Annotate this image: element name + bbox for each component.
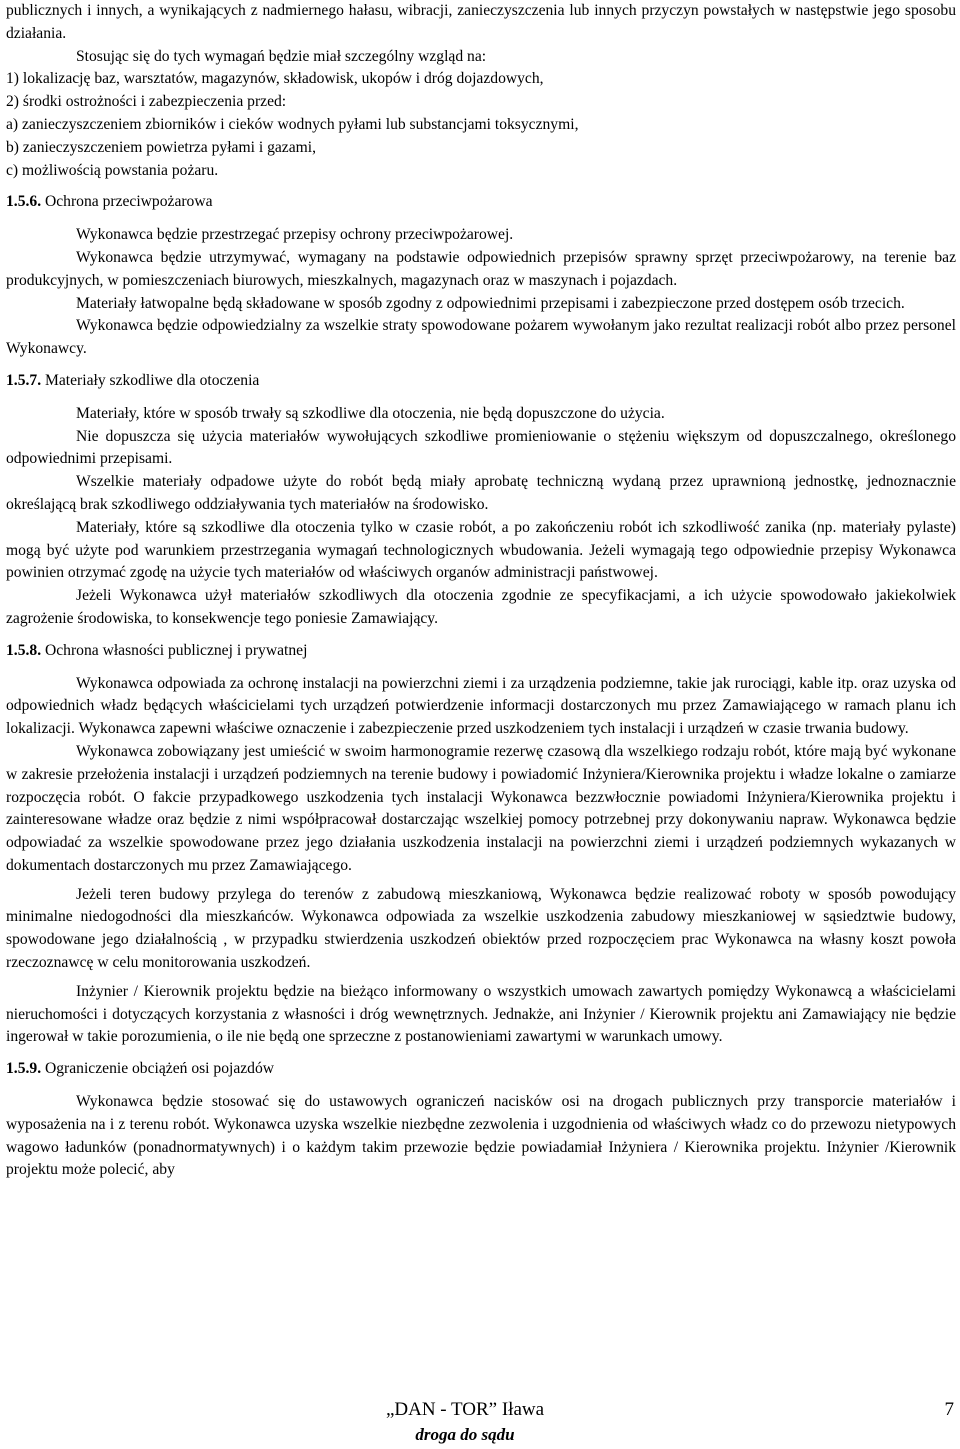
list-item: c) możliwością powstania pożaru. — [6, 161, 219, 179]
paragraph: Wykonawca odpowiada za ochronę instalacji na powierzchni ziemi i za urządzenia podziemne, takie jak rurociągi, kable itp. oraz uzyska od odpowiednich władz będących właścicielami tych urządzeń potwierdzenie informacji dostarczonych mu przez Zamawiającego w ramach planu ich lokalizacji. Wykonawca zapewni właściwe oznaczenie i zabezpieczenie przed uszkodzeniem tych instalacji i urządzeń w czasie trwania budowy. — [6, 674, 956, 738]
paragraph: Stosując się do tych wymagań będzie miał szczególny wzgląd na: — [76, 47, 487, 65]
paragraph: Materiały, które w sposób trwały są szkodliwe dla otoczenia, nie będą dopuszczone do użycia. — [76, 404, 665, 422]
section-title: Materiały szkodliwe dla otoczenia — [45, 371, 260, 389]
footer-project: droga do sądu — [415, 1425, 515, 1444]
list-item: 1) lokalizację baz, warsztatów, magazynów, składowisk, ukopów i dróg dojazdowych, — [6, 70, 544, 88]
paragraph: Wszelkie materiały odpadowe użyte do robót będą miały aprobatę techniczną wydaną przez uprawnioną jednostkę, jednoznacznie określającą brak szkodliwego oddziaływania tych materiałów na środowisko. — [6, 473, 956, 513]
paragraph: Inżynier / Kierownik projektu będzie na bieżąco informowany o wszystkich umowach zawartych pomiędzy Wykonawcą a właścicielami nieruchomości i dotyczących korzystania z własności i dróg wewnętrznych. Jednakże, ani Inżynier / Kierownik projektu ani Zamawiający nie będzie ingerował w takie porozumienia, o ile nie będą one sprzeczne z postanowieniami zawartymi w warunkach umowy. — [6, 982, 956, 1046]
section-heading-1-5-6 — [6, 191, 956, 214]
paragraph: Materiały, które są szkodliwe dla otoczenia tylko w czasie robót, a po zakończeniu robót ich szkodliwość zanika (np. materiały pylaste) mogą być użyte pod warunkiem przestrzegania wymagań technologicznych wbudowania. Jeżeli wymagają tego odpowiednie przepisy Wykonawca powinien otrzymać zgodę na użycie tych materiałów od właściwych organów administracji państwowej. — [6, 518, 956, 582]
section-number: 1.5.9. — [6, 1060, 42, 1078]
section-heading-1-5-7 — [6, 370, 956, 393]
paragraph: Jeżeli Wykonawca użył materiałów szkodliwych dla otoczenia zgodnie ze specyfikacjami, a ich użycie spowodowało jakiekolwiek zagrożenie środowiska, to konsekwencje tego poniesie Zamawiający. — [6, 587, 956, 627]
paragraph: publicznych i innych, a wynikających z nadmiernego hałasu, wibracji, zanieczyszczenia lub innych przyczyn powstałych w następstwie jego sposobu działania. — [6, 2, 956, 42]
section-number: 1.5.6. — [6, 193, 42, 211]
page-number: 7 — [944, 1399, 954, 1420]
list-item: b) zanieczyszczeniem powietrza pyłami i gazami, — [6, 138, 316, 156]
section-title: Ograniczenie obciążeń osi pojazdów — [45, 1060, 275, 1078]
page-footer — [0, 1398, 960, 1448]
paragraph: Wykonawca będzie przestrzegać przepisy ochrony przeciwpożarowej. — [76, 226, 514, 244]
paragraph: Wykonawca będzie stosować się do ustawowych ograniczeń nacisków osi na drogach publicznych przy transporcie materiałów i wyposażenia na i z terenu robót. Wykonawca uzyska wszelkie niezbędne zezwolenia i uzgodnienia od właściwych władz co do przewozu nietypowych wagowo ładunków (ponadnormatywnych) i o każdym takim przewozie będzie powiadamiał Inżyniera / Kierownika projektu. Inżynier /Kierownik projektu może polecić, aby — [6, 1093, 956, 1179]
paragraph: Jeżeli teren budowy przylega do terenów z zabudową mieszkaniową, Wykonawca będzie realizować roboty w sposób powodujący minimalne niedogodności dla mieszkańców. Wykonawca odpowiada za wszelkie uszkodzenia zabudowy mieszkaniowej w sąsiedztwie budowy, spowodowane jego działalnością , w przypadku stwierdzenia uszkodzeń obiektów przed rozpoczęciem prac Wykonawca na własny koszt powoła rzeczoznawcę w celu monitorowania uszkodzeń. — [6, 885, 956, 972]
paragraph: Wykonawca zobowiązany jest umieścić w swoim harmonogramie rezerwę czasową dla wszelkiego rodzaju robót, które mają być wykonane w zakresie przełożenia instalacji i urządzeń podziemnych na terenie budowy i powiadomić Inżyniera/Kierownika projektu i władze lokalne o zamiarze rozpoczęcia robót. O fakcie przypadkowego uszkodzenia tych instalacji Wykonawca bezzwłocznie powiadomi Inżyniera/Kierownika projektu i zainteresowane władze oraz będzie z nimi współpracował dostarczając wszelkiej pomocy potrzebnej przy dokonywaniu napraw. Wykonawca będzie odpowiadać za wszelkie spowodowane przez jego działania uszkodzenia instalacji na powierzchni ziemi i urządzeń podziemnych wykazanych w dokumentach dostarczonych mu przez Zamawiającego. — [6, 742, 956, 874]
paragraph: Nie dopuszcza się użycia materiałów wywołujących szkodliwe promieniowanie o stężeniu większym od dopuszczalnego, określonego odpowiednimi przepisami. — [6, 427, 956, 468]
paragraph: Materiały łatwopalne będą składowane w sposób zgodny z odpowiednimi przepisami i zabezpieczone przed dostępem osób trzecich. — [76, 294, 905, 312]
section-heading-1-5-8 — [6, 640, 956, 663]
section-number: 1.5.8. — [6, 641, 42, 659]
section-number: 1.5.7. — [6, 371, 42, 389]
list-item: a) zanieczyszczeniem zbiorników i cieków wodnych pyłami lub substancjami toksycznymi, — [6, 115, 579, 133]
section-heading-1-5-9 — [6, 1058, 956, 1081]
paragraph: Wykonawca będzie utrzymywać, wymagany na podstawie odpowiednich przepisów sprawny sprzęt przeciwpożarowy, na terenie baz produkcyjnych, w pomieszczeniach biurowych, mieszkalnych, magazynach oraz w maszynach i pojazdach. — [6, 248, 956, 289]
section-title: Ochrona przeciwpożarowa — [45, 193, 213, 211]
section-title: Ochrona własności publicznej i prywatnej — [45, 641, 308, 659]
list-item: 2) środki ostrożności i zabezpieczenia przed: — [6, 93, 287, 111]
paragraph: Wykonawca będzie odpowiedzialny za wszelkie straty spowodowane pożarem wywołanym jako rezultat realizacji robót albo przez personel Wykonawcy. — [6, 317, 956, 358]
footer-company: „DAN - TOR” Iława — [385, 1399, 545, 1420]
page-body — [6, 0, 956, 1182]
